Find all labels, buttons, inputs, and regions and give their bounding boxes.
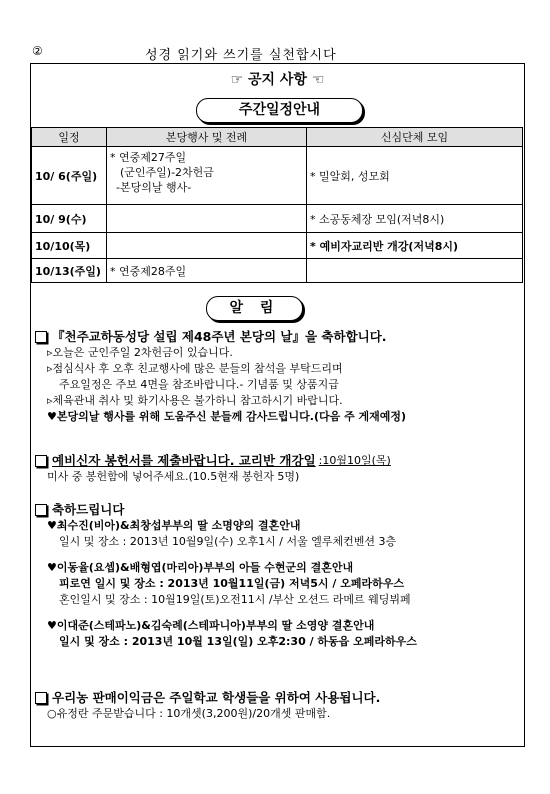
wedding-title: ♥이대준(스테파노)&김숙례(스테파니아)부부의 딸 소영양 결혼안내 <box>47 619 375 632</box>
schedule-date: 10/13(주일) <box>32 259 107 283</box>
wedding-detail: 일시 및 장소 : 2013년 10월 13일(일) 오후2:30 / 하동읍 오페라하우스 <box>59 635 417 648</box>
section-heading <box>35 690 520 706</box>
checkbox-icon <box>35 692 47 704</box>
schedule-row <box>32 205 523 233</box>
column-header: 일정 <box>32 128 107 147</box>
schedule-date: 10/ 6(주일) <box>32 147 107 205</box>
schedule-main-line: -본당의날 행사- <box>116 181 192 194</box>
section-heading <box>35 329 520 345</box>
checkbox-icon <box>35 455 47 467</box>
section-heading <box>35 453 520 469</box>
section-heading-text: 예비신자 봉헌서를 제출바랍니다. 교리반 개강일 <box>52 453 316 468</box>
column-header: 본당행사 및 전례 <box>107 128 307 147</box>
checkbox-icon <box>35 331 47 343</box>
schedule-group: * 예비자교리반 개강(저녁8시) <box>307 233 523 259</box>
wedding-detail: 일시 및 장소 : 2013년 10월9일(수) 오후1시 / 서울 엘루체컨벤션 3층 <box>59 535 397 548</box>
wedding-title: ♥최수진(비아)&최창섭부부의 딸 소명양의 결혼안내 <box>47 519 301 532</box>
sales-section <box>35 690 520 722</box>
schedule-title: 주간일정안내 <box>196 98 363 123</box>
page-number: ② <box>32 44 43 58</box>
notice-banner: 알 림 <box>206 296 303 321</box>
schedule-row <box>32 259 523 283</box>
notice-line: ♥본당의날 행사를 위해 도움주신 분들께 감사드립니다.(다음 주 게재예정) <box>47 410 407 423</box>
schedule-row <box>32 147 523 205</box>
anniversary-section <box>35 329 520 425</box>
wedding-title: ♥이동율(요셉)&배형엽(마리아)부부의 아들 수현군의 결혼안내 <box>47 561 354 574</box>
schedule-date: 10/ 9(수) <box>32 205 107 233</box>
schedule-group <box>307 259 523 283</box>
section-heading-text: 축하드립니다 <box>52 502 125 517</box>
schedule-main-line: (군인주일)-2차헌금 <box>120 166 214 179</box>
schedule-row <box>32 233 523 259</box>
schedule-main-cell <box>107 147 307 205</box>
bulletin-frame <box>30 63 525 747</box>
schedule-date: 10/10(목) <box>32 233 107 259</box>
catechumen-section <box>35 453 520 485</box>
notice-line: ▹점심식사 후 오후 친교행사에 많은 분들의 참석을 부탁드리며 <box>47 362 343 375</box>
notice-line: ○유정란 주문받습니다 : 10개셋(3,200원)/20개셋 판매함. <box>47 707 331 720</box>
schedule-main-cell: * 연중제28주일 <box>107 259 307 283</box>
column-header: 신심단체 모임 <box>307 128 523 147</box>
section-heading-text: 우리농 판매이익금은 주일학교 학생들을 위하여 사용됩니다. <box>52 690 381 705</box>
opening-date: :10월10일(목) <box>318 454 391 467</box>
notice-line: 미사 중 봉헌함에 넣어주세요.(10.5현재 봉헌자 5명) <box>47 470 300 483</box>
schedule-group: * 밀알회, 성모회 <box>307 147 523 205</box>
section-heading-text: 『천주교하동성당 설립 제48주년 본당의 날』을 축하합니다. <box>52 329 387 344</box>
notice-title: ☞ 공지 사항 ☜ <box>230 72 325 88</box>
schedule-table <box>31 127 523 283</box>
schedule-group: * 소공동체장 모임(저녁8시) <box>307 205 523 233</box>
page-motto: 성경 읽기와 쓰기를 실천합시다 <box>145 48 337 63</box>
notice-line: 주요일정은 주보 4면을 참조바랍니다.- 기념품 및 상품지급 <box>59 378 339 391</box>
congrats-section <box>35 502 520 650</box>
wedding-detail: 혼인일시 및 장소 : 10월19일(토)오전11시 /부산 오션드 라메르 웨딩뷔페 <box>59 593 411 606</box>
schedule-header-row <box>32 128 523 147</box>
schedule-main-cell <box>107 205 307 233</box>
checkbox-icon <box>35 504 47 516</box>
wedding-detail: 피로연 일시 및 장소 : 2013년 10월11일(금) 저녁5시 / 오페라하우스 <box>59 577 404 590</box>
schedule-main-cell <box>107 233 307 259</box>
notice-line: ▹오늘은 군인주일 2차헌금이 있습니다. <box>47 346 233 359</box>
section-heading <box>35 502 520 518</box>
notice-line: ▹체육관내 취사 및 화기사용은 불가하니 참고하시기 바랍니다. <box>47 394 343 407</box>
schedule-main-line: * 연중제27주일 <box>110 151 187 164</box>
